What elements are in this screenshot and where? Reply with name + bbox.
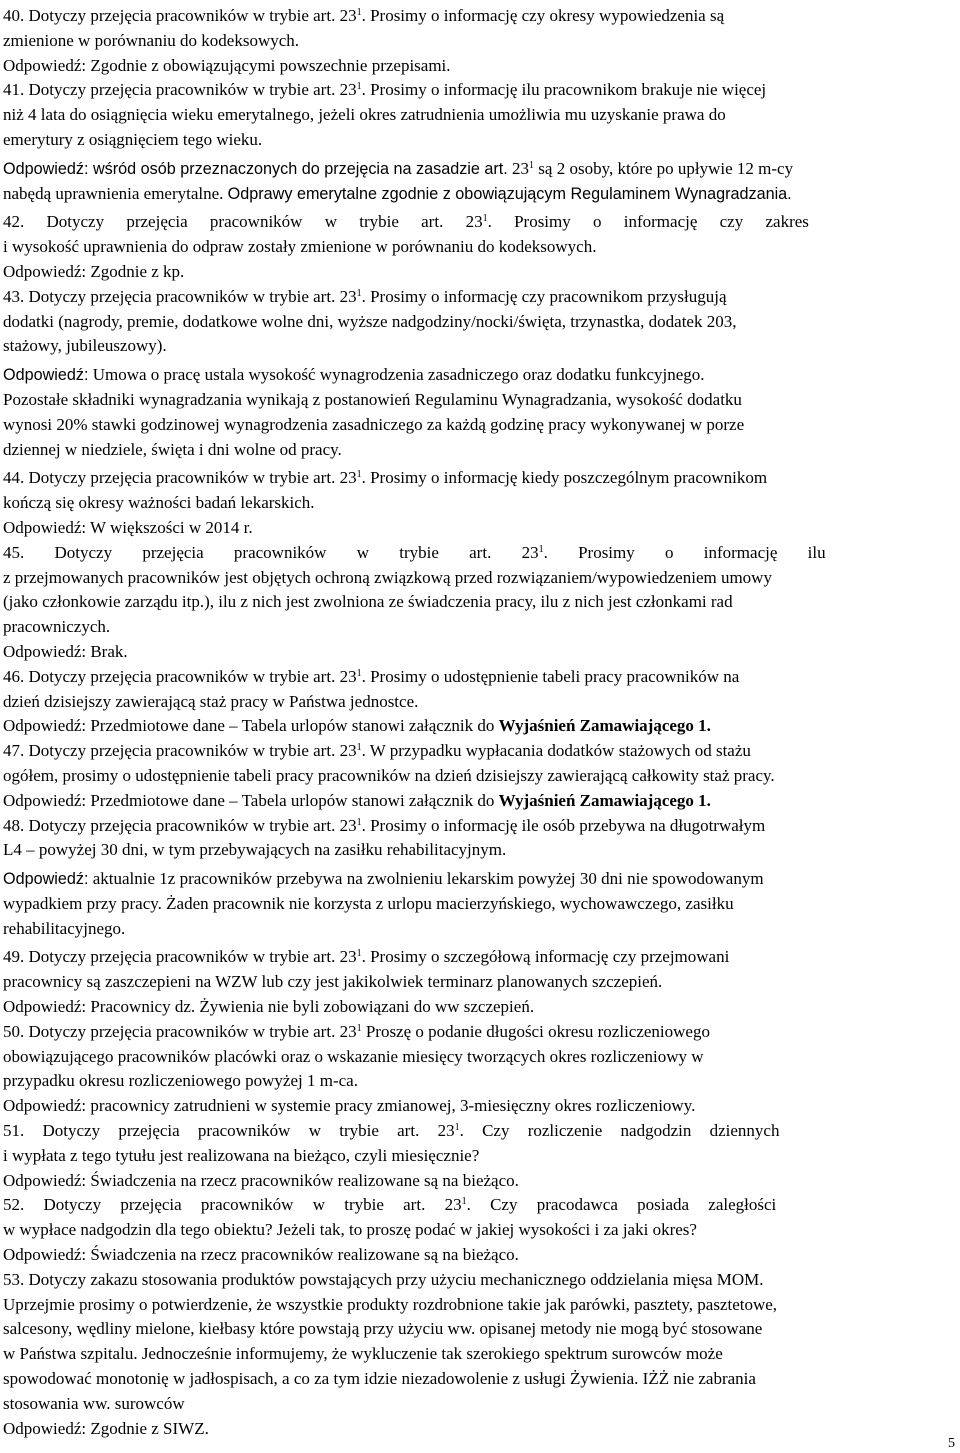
text: . W przypadku wypłacania dodatków stażowych od stażu	[361, 741, 751, 761]
item-52	[3, 1193, 955, 1267]
text: . Prosimy o udostępnienie tabeli pracy pracowników na	[361, 666, 740, 686]
text: . Czy pracodawca posiada zaległości	[466, 1195, 777, 1215]
text: Odpowiedź:	[3, 366, 89, 385]
answer-40: Odpowiedź: Zgodnie z obowiązującymi powszechnie przepisami.	[3, 55, 451, 75]
question-53-line-1: 53. Dotyczy zakazu stosowania produktów powstających przy użyciu mechanicznego oddzielania mięsa MOM.	[3, 1269, 764, 1289]
document-body	[3, 4, 955, 1441]
item-47	[3, 739, 955, 813]
superscript: 1	[454, 1122, 460, 1134]
text: 41. Dotyczy przejęcia pracowników w trybie art. 23	[3, 80, 357, 100]
item-40	[3, 4, 955, 78]
page-number: 5	[948, 1436, 955, 1451]
answer-52: Odpowiedź: Świadczenia na rzecz pracowników realizowane są na bieżąco.	[3, 1245, 519, 1265]
item-49	[3, 945, 955, 1019]
text: Odpowiedź: Przedmiotowe dane – Tabela urlopów stanowi załącznik do	[3, 716, 495, 736]
answer-48-line-3: rehabilitacyjnego.	[3, 918, 126, 938]
item-53	[3, 1268, 955, 1442]
question-43-line-2: dodatki (nagrody, premie, dodatkowe wolne dni, wyższe nadgodziny/nocki/święta, trzynastka, dodatek 203,	[3, 311, 737, 331]
answer-51: Odpowiedź: Świadczenia na rzecz pracowników realizowane są na bieżąco.	[3, 1170, 519, 1190]
answer-45: Odpowiedź: Brak.	[3, 641, 128, 661]
answer-48-line-1	[3, 867, 955, 892]
answer-44: Odpowiedź: W większości w 2014 r.	[3, 517, 253, 537]
text: 44. Dotyczy przejęcia pracowników w trybie art. 23	[3, 468, 357, 488]
item-44	[3, 466, 955, 540]
question-53-line-5: spowodować monotonię w jadłospisach, a co za tym idzie niezadowolenie z usługi Żywienia. IŻŻ nie zabrania	[3, 1369, 756, 1389]
superscript: 1	[356, 81, 362, 93]
question-42-line-1	[3, 210, 955, 235]
answer-47	[3, 789, 955, 814]
text: 40. Dotyczy przejęcia pracowników w trybie art. 23	[3, 6, 357, 25]
text: nabędą uprawnienia emerytalne.	[3, 183, 224, 203]
answer-48-line-2: wypadkiem przy pracy. Żaden pracownik nie korzysta z urlopu macierzyńskiego, wychowawczego, zasiłku	[3, 893, 734, 913]
question-51-line-2: i wypłata z tego tytułu jest realizowana na bieżąco, czyli miesięcznie?	[3, 1145, 480, 1165]
question-47-line-2: ogółem, prosimy o udostępnienie tabeli pracy pracowników na dzień dzisiejszy zawierającą całkowity staż pracy.	[3, 765, 775, 785]
question-51-line-1	[3, 1119, 955, 1144]
answer-43-line-1	[3, 363, 955, 388]
question-50-line-1	[3, 1020, 955, 1045]
answer-43-line-3: wynosi 20% stawki godzinowej wynagrodzenia zasadniczego za każdą godzinę pracy wykonywanej w porze	[3, 414, 745, 434]
answer-50: Odpowiedź: pracownicy zatrudnieni w systemie pracy zmianowej, 3-miesięczny okres rozliczeniowy.	[3, 1096, 696, 1116]
text: . Prosimy o informację ilu pracownikom brakuje nie więcej	[361, 80, 767, 100]
question-43-line-3: stażowy, jubileuszowy).	[3, 336, 167, 356]
text: Proszę o podanie długości okresu rozliczeniowego	[365, 1021, 710, 1041]
question-48-line-2: L4 – powyżej 30 dni, w tym przebywających na zasiłku rehabilitacyjnym.	[3, 840, 507, 860]
question-45-line-4: pracowniczych.	[3, 617, 111, 637]
question-45-line-2: z przejmowanych pracowników jest objętych ochroną związkową przed rozwiązaniem/wypowiedzeniem umowy	[3, 567, 772, 587]
text: 49. Dotyczy przejęcia pracowników w trybie art. 23	[3, 947, 357, 967]
text: 23	[512, 158, 530, 178]
answer-41-line-2	[3, 182, 955, 207]
text: Odpowiedź:	[3, 870, 89, 889]
question-40-line-2: zmienione w porównaniu do kodeksowych.	[3, 30, 300, 50]
question-49-line-2: pracownicy są zaszczepieni na WZW lub czy jest jakikolwiek terminarz planowanych szczepień.	[3, 972, 663, 992]
text: . Prosimy o informację czy zakres	[487, 212, 809, 232]
answer-42: Odpowiedź: Zgodnie z kp.	[3, 261, 185, 281]
item-41	[3, 78, 955, 206]
superscript: 1	[356, 816, 362, 828]
question-42-line-2: i wysokość uprawnienia do odpraw zostały zmienione w porównaniu do kodeksowych.	[3, 237, 597, 257]
text: . Prosimy o informację czy pracownikom przysługują	[361, 286, 727, 306]
question-50-line-2: obowiązującego pracowników placówki oraz o wskazanie miesięcy tworzących okres rozliczeniowy w	[3, 1046, 704, 1066]
question-53-line-2: Uprzejmie prosimy o potwierdzenie, że wszystkie produkty rozdrobnione takie jak parówki, pasztety, pasztetowe,	[3, 1294, 778, 1314]
text: 48. Dotyczy przejęcia pracowników w trybie art. 23	[3, 815, 357, 835]
text: aktualnie 1z pracowników przebywa na zwolnieniu lekarskim powyżej 30 dni nie spowodowanym	[92, 869, 764, 889]
item-42	[3, 210, 955, 284]
answer-46	[3, 714, 955, 739]
item-50	[3, 1020, 955, 1119]
text: 51. Dotyczy przejęcia pracowników w trybie art. 23	[3, 1121, 455, 1141]
superscript: 1	[356, 667, 362, 679]
question-41-line-1	[3, 78, 955, 103]
item-43	[3, 285, 955, 463]
superscript: 1	[356, 948, 362, 960]
answer-41-line-1	[3, 157, 955, 182]
question-41-line-2: niż 4 lata do osiągnięcia wieku emerytalnego, jeżeli okres zatrudnienia umożliwia mu uzyskanie prawa do	[3, 105, 726, 125]
item-48	[3, 814, 955, 942]
text: 47. Dotyczy przejęcia pracowników w trybie art. 23	[3, 741, 357, 761]
item-46	[3, 665, 955, 739]
answer-43-line-2: Pozostałe składniki wynagradzania wynikają z postanowień Regulaminu Wynagradzania, wysokość dodatku	[3, 389, 742, 409]
text: 52. Dotyczy przejęcia pracowników w trybie art. 23	[3, 1195, 462, 1215]
item-51	[3, 1119, 955, 1193]
text: są 2 osoby, które po upływie 12 m-cy	[538, 158, 794, 178]
question-52-line-1	[3, 1193, 955, 1218]
superscript: 1	[482, 213, 488, 225]
question-53-line-3: salcesony, wędliny mielone, kiełbasy które powstają przy użyciu ww. opisanej metody nie mogą być stosowane	[3, 1319, 763, 1339]
question-48-line-1	[3, 814, 955, 839]
text: . Prosimy o informację ile osób przebywa na długotrwałym	[361, 815, 766, 835]
bold-reference: Wyjaśnień Zamawiającego 1.	[498, 716, 711, 736]
question-45-line-3: (jako członkowie zarządu itp.), ilu z nich jest zwolniona ze świadczenia pracy, ilu z nich jest członkami rad	[3, 592, 733, 612]
text: 46. Dotyczy przejęcia pracowników w trybie art. 23	[3, 666, 357, 686]
text: 42. Dotyczy przejęcia pracowników w trybie art. 23	[3, 212, 483, 232]
superscript: 1	[356, 7, 362, 18]
superscript: 1	[356, 1022, 362, 1034]
text: Odpowiedź: Przedmiotowe dane – Tabela urlopów stanowi załącznik do	[3, 790, 495, 810]
text: . Prosimy o informację ilu	[543, 542, 826, 562]
question-44-line-2: kończą się okresy ważności badań lekarskich.	[3, 493, 315, 513]
question-41-line-3: emerytury z osiągnięciem tego wieku.	[3, 129, 263, 149]
text: 50. Dotyczy przejęcia pracowników w trybie art. 23	[3, 1021, 357, 1041]
question-50-line-3: przypadku okresu rozliczeniowego powyżej 1 m-ca.	[3, 1071, 358, 1091]
text: . Prosimy o informację kiedy poszczególnym pracownikom	[361, 468, 768, 488]
text: . Czy rozliczenie nadgodzin dziennych	[459, 1121, 780, 1141]
question-43-line-1	[3, 285, 955, 310]
question-53-line-6: stosowania ww. surowców	[3, 1393, 185, 1413]
question-45-line-1	[3, 541, 955, 566]
bold-reference: Wyjaśnień Zamawiającego 1.	[498, 790, 711, 810]
superscript: 1	[461, 1196, 467, 1208]
superscript: 1	[356, 469, 362, 481]
superscript: 1	[356, 742, 362, 754]
text: . Prosimy o szczegółową informację czy przejmowani	[361, 947, 730, 967]
text: 43. Dotyczy przejęcia pracowników w trybie art. 23	[3, 286, 357, 306]
answer-53: Odpowiedź: Zgodnie z SIWZ.	[3, 1418, 209, 1438]
question-52-line-2: w wypłace nadgodzin dla tego obiektu? Jeżeli tak, to proszę podać w jakiej wysokości i za jaki okres?	[3, 1220, 697, 1240]
superscript: 1	[356, 287, 362, 299]
question-46-line-1	[3, 665, 955, 690]
text: . Prosimy o informację czy okresy wypowiedzenia są	[361, 6, 725, 25]
text: 45. Dotyczy przejęcia pracowników w trybie art. 23	[3, 542, 539, 562]
superscript: 1	[538, 543, 544, 555]
text: Odprawy emerytalne zgodnie z obowiązującym Regulaminem Wynagradzania.	[227, 184, 792, 203]
question-53-line-4: w Państwa szpitalu. Jednocześnie informujemy, że wykluczenie tak szerokiego spektrum surowców może	[3, 1344, 723, 1364]
item-45	[3, 541, 955, 665]
question-47-line-1	[3, 739, 955, 764]
superscript: 1	[529, 159, 535, 171]
answer-49: Odpowiedź: Pracownicy dz. Żywienia nie byli zobowiązani do ww szczepień.	[3, 997, 535, 1017]
answer-43-line-4: dziennej w niedziele, święta i dni wolne od pracy.	[3, 439, 342, 459]
question-49-line-1	[3, 945, 955, 970]
text: Odpowiedź: wśród osób przeznaczonych do przejęcia na zasadzie art.	[3, 159, 508, 178]
question-40-line-1	[3, 4, 955, 29]
question-44-line-1	[3, 466, 955, 491]
question-46-line-2: dzień dzisiejszy zawierającą staż pracy w Państwa jednostce.	[3, 691, 419, 711]
text: Umowa o pracę ustala wysokość wynagrodzenia zasadniczego oraz dodatku funkcyjnego.	[92, 365, 705, 385]
